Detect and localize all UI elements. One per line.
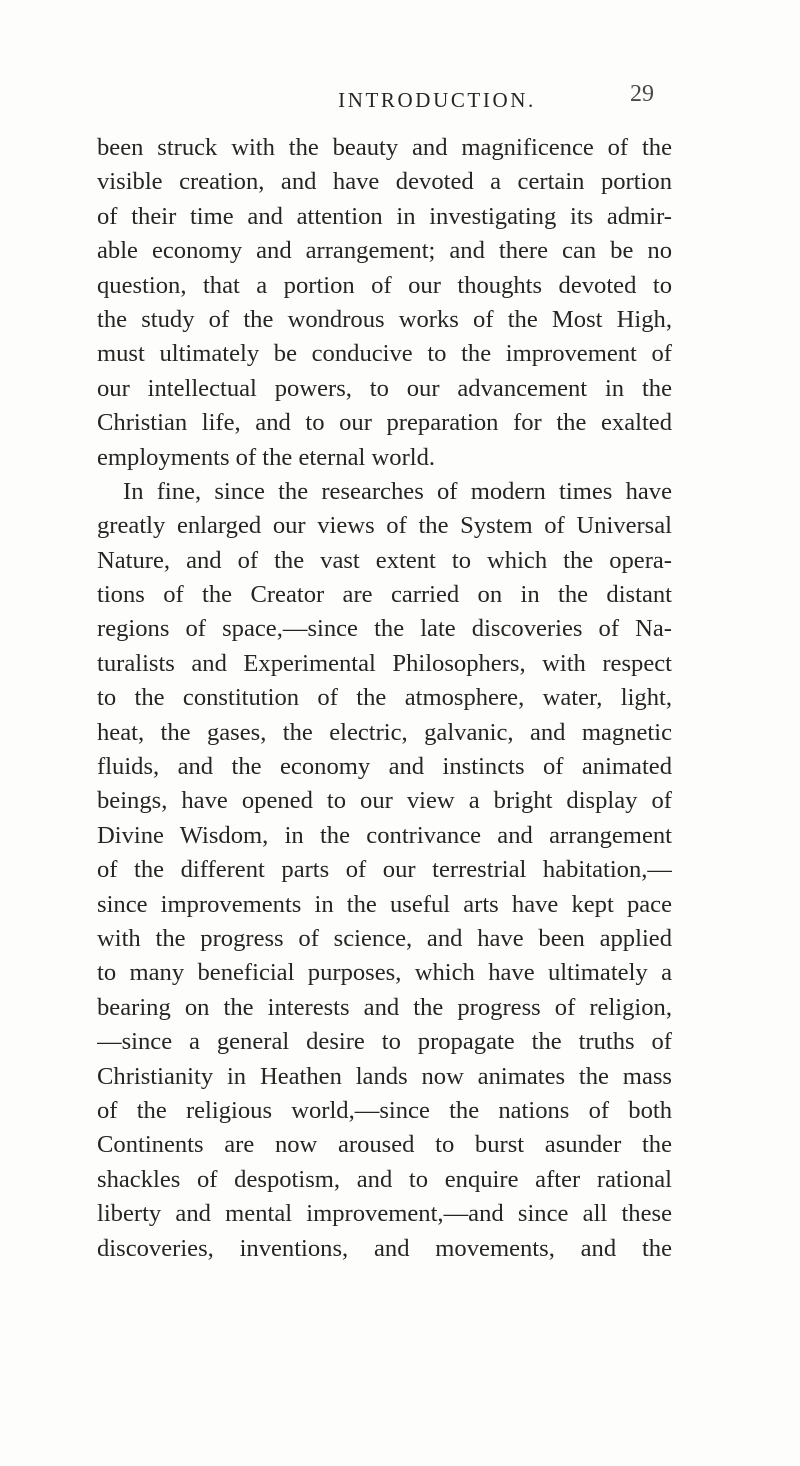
- paragraph-start-line: In fine, since the researches of modern times have: [123, 477, 672, 505]
- text-line: able economy and arrangement; and there can be no: [97, 237, 672, 265]
- text-line: beings, have opened to our view a bright display of: [97, 787, 672, 815]
- text-line: discoveries, inventions, and movements, and the: [97, 1234, 672, 1262]
- text-line: since improvements in the useful arts have kept pace: [97, 890, 672, 918]
- text-line: to many beneficial purposes, which have ultimately a: [97, 959, 672, 987]
- text-line: fluids, and the economy and instincts of animated: [97, 753, 672, 781]
- text-line: Nature, and of the vast extent to which the opera-: [97, 546, 672, 574]
- text-line: been struck with the beauty and magnificence of the: [97, 134, 672, 161]
- text-line: visible creation, and have devoted a certain portion: [97, 168, 672, 196]
- text-line: the study of the wondrous works of the Most High,: [97, 305, 672, 333]
- text-line: heat, the gases, the electric, galvanic, and magnetic: [97, 718, 672, 746]
- running-title: INTRODUCTION.: [338, 88, 536, 112]
- text-line: question, that a portion of our thoughts devoted to: [97, 271, 672, 299]
- text-line: regions of space,—since the late discoveries of Na-: [97, 615, 672, 643]
- body-text: [97, 131, 672, 1266]
- text-line: Christian life, and to our preparation for the exalted: [97, 409, 672, 437]
- text-line: of the religious world,—since the nations of both: [97, 1096, 672, 1124]
- text-line: shackles of despotism, and to enquire after rational: [97, 1165, 672, 1193]
- running-head: [242, 80, 632, 120]
- text-line: turalists and Experimental Philosophers, with respect: [97, 649, 672, 677]
- text-line: bearing on the interests and the progress of religion,: [97, 993, 672, 1021]
- text-line: Continents are now aroused to burst asunder the: [97, 1131, 672, 1159]
- text-line: of the different parts of our terrestrial habitation,—: [97, 856, 672, 884]
- text-line: liberty and mental improvement,—and since all these: [97, 1200, 672, 1228]
- text-line: to the constitution of the atmosphere, water, light,: [97, 684, 672, 712]
- text-line: Christianity in Heathen lands now animates the mass: [97, 1062, 672, 1090]
- text-line: —since a general desire to propagate the truths of: [97, 1028, 672, 1056]
- text-line: with the progress of science, and have been applied: [97, 924, 672, 952]
- text-line: Divine Wisdom, in the contrivance and arrangement: [97, 821, 672, 849]
- text-line: tions of the Creator are carried on in the distant: [97, 581, 672, 609]
- paragraph-end-line: employments of the eternal world.: [97, 443, 436, 471]
- text-line: our intellectual powers, to our advancement in the: [97, 374, 672, 402]
- page-number: 29: [630, 81, 654, 107]
- text-line: greatly enlarged our views of the System of Universal: [97, 512, 672, 540]
- text-line: must ultimately be conducive to the improvement of: [97, 340, 672, 368]
- text-line: of their time and attention in investigating its admir-: [97, 202, 672, 230]
